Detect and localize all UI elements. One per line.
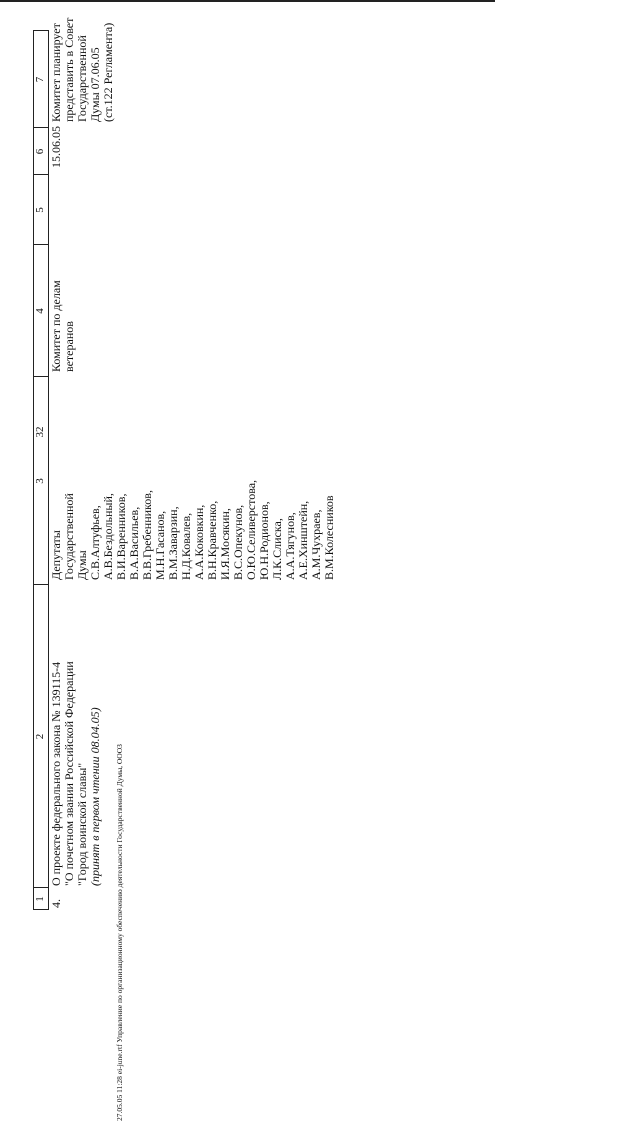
data-table <box>33 17 336 910</box>
page-number: 32 <box>34 426 46 438</box>
initiator-line: В.Н.Кравченко, <box>205 500 219 580</box>
note-line: Комитет планирует <box>49 23 63 122</box>
bill-title-line: "О почетном звании Российской Федерации <box>62 661 76 886</box>
initiator-line: В.А.Васильев, <box>127 506 141 580</box>
column-number-5: 5 <box>34 207 46 213</box>
initiator-line: В.С.Опекунов, <box>231 504 245 580</box>
note-line: Государственной <box>75 35 89 122</box>
initiator-line: Государственной <box>62 493 76 580</box>
note-line: (ст.122 Регламента) <box>101 22 115 122</box>
note-line: представить в Совет <box>62 17 76 122</box>
initiator-line: В.М.Заварзин, <box>166 506 180 580</box>
column-number-6: 6 <box>34 148 46 155</box>
initiator-line: Н.Д.Ковалев, <box>179 512 193 580</box>
initiator-line: И.Я.Мосякин, <box>218 508 232 580</box>
column-number-4: 4 <box>34 308 46 314</box>
initiator-line: М.Н.Гасанов, <box>153 510 167 580</box>
initiator-line: Депутаты <box>49 530 63 580</box>
initiator-line: В.М.Колесников <box>322 495 336 580</box>
initiator-line: С.В.Алтуфьев, <box>88 505 102 580</box>
initiator-line: А.А.Тягунов, <box>283 512 297 580</box>
bill-title-line: "Город воинской славы" <box>75 762 89 886</box>
committee-cell <box>50 247 76 372</box>
initiator-line: А.Е.Хинштейн, <box>296 500 310 580</box>
initiator-line: Ю.Н.Родионов, <box>257 501 271 580</box>
initiator-line: А.М.Чухраев, <box>309 509 323 580</box>
column-number-3: 3 <box>34 478 46 484</box>
column-number-2: 2 <box>34 733 46 740</box>
page-footer: 27.05.05 11:28 ei-june.rtf Управление по организационному обеспечению деятельности Государственной Думы, ООО3 <box>115 744 124 1121</box>
initiator-line: В.И.Варенников, <box>114 493 128 580</box>
date-cell: 15.06.05 <box>49 126 63 168</box>
note-line: Думы 07.06.05 <box>88 47 102 122</box>
initiator-line: О.Ю.Селиверстова, <box>244 479 258 580</box>
bill-title-line: О проекте федерального закона № 139115-4 <box>49 661 63 886</box>
note-cell <box>49 17 115 122</box>
bill-status: (принят в первом чтении 08.04.05) <box>88 707 102 886</box>
initiators-cell <box>50 378 336 580</box>
initiator-line: Думы <box>75 550 89 580</box>
bill-title-cell <box>50 586 102 886</box>
top-rule <box>0 0 495 2</box>
initiator-line: Л.К.Слиска, <box>270 518 284 580</box>
column-number-1: 1 <box>34 896 46 902</box>
column-number-7: 7 <box>34 76 46 83</box>
initiator-line: А.А.Коковкин, <box>192 504 206 580</box>
initiator-line: А.В.Бездольный, <box>101 493 115 580</box>
row-index: 4. <box>49 899 63 908</box>
initiator-line: В.В.Гребенников, <box>140 490 154 580</box>
committee-line: Комитет по делам <box>49 280 63 372</box>
committee-line: ветеранов <box>62 321 76 372</box>
